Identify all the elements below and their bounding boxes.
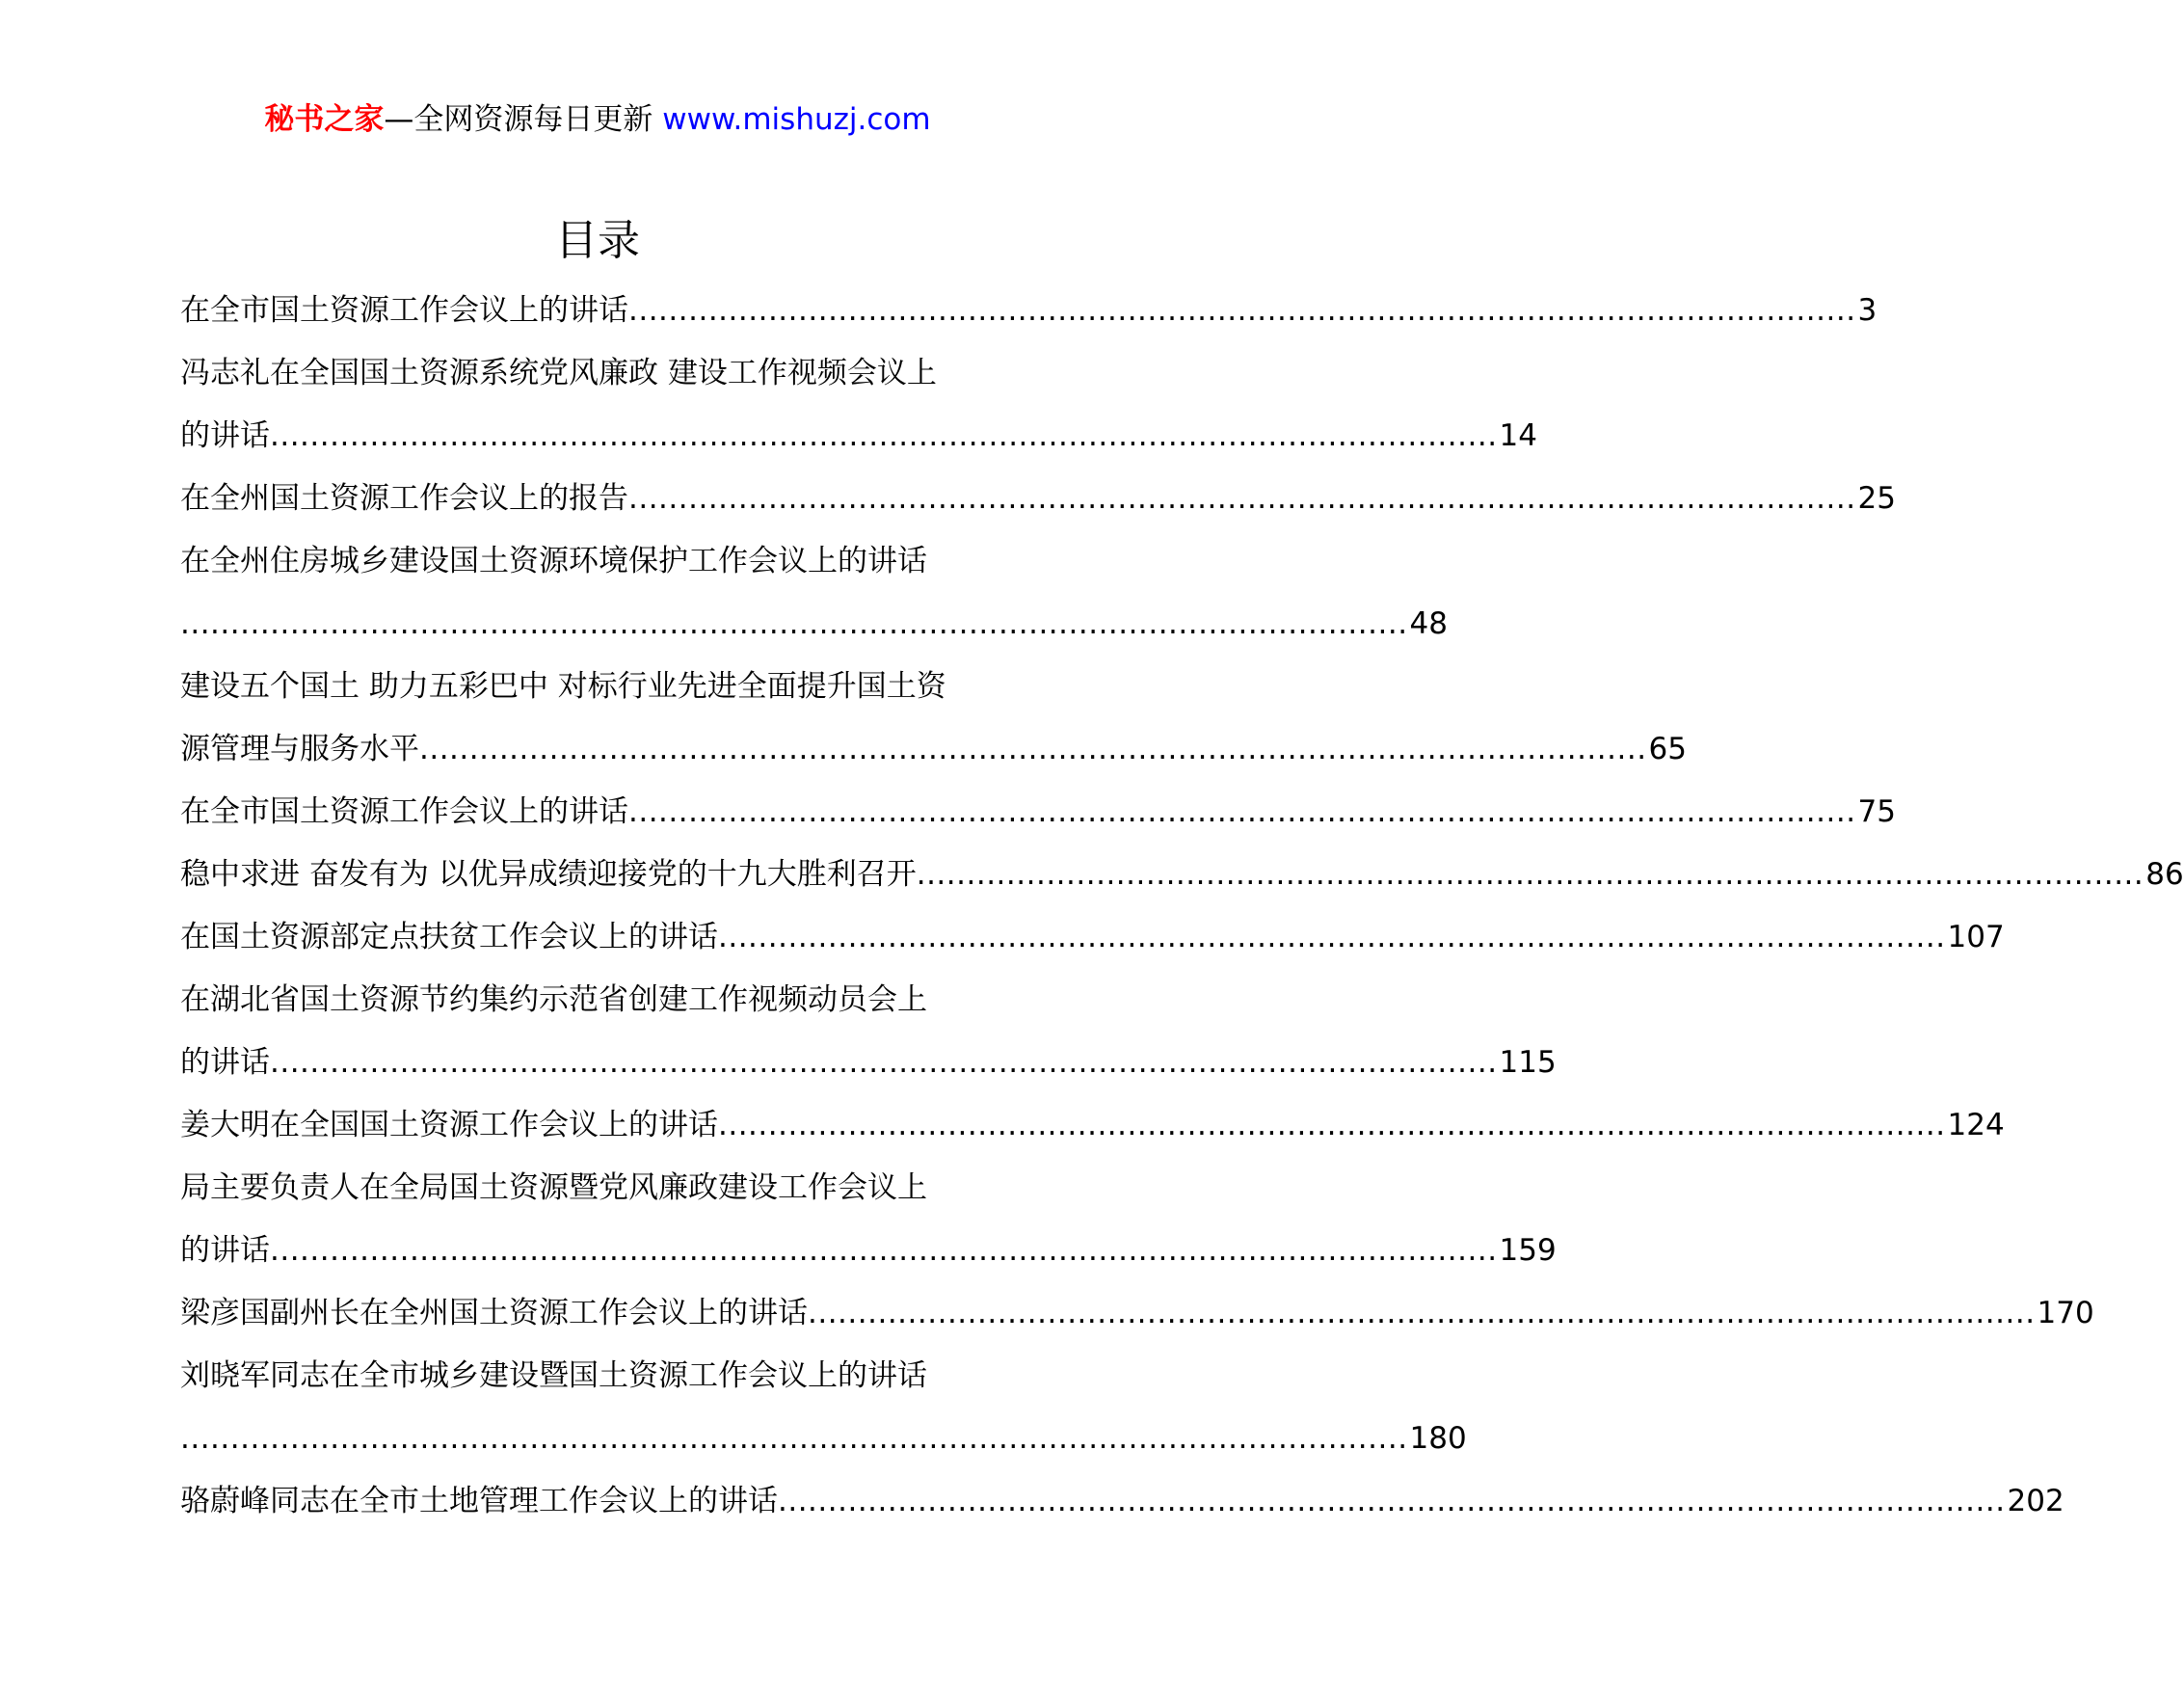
toc-entry[interactable] (180, 906, 2005, 969)
table-of-contents (180, 280, 2184, 1533)
toc-entry-title: 刘晓军同志在全市城乡建设暨国土资源工作会议上的讲话 (180, 1358, 927, 1393)
toc-page-number: 75 (1857, 794, 1896, 829)
toc-entry[interactable] (180, 280, 1878, 342)
toc-entry-title: 的讲话 (180, 1045, 270, 1080)
toc-entry-title: 在全州住房城乡建设国土资源环境保护工作会议上的讲话 (180, 544, 927, 578)
toc-page-number: 180 (1409, 1421, 1467, 1456)
toc-entry-title: 在全市国土资源工作会议上的讲话 (180, 794, 628, 829)
toc-leader-dots: ........................................................................................................................... (718, 1108, 1946, 1142)
toc-leader-dots: ........................................................................................................................... (628, 794, 1856, 829)
toc-leader-dots: ........................................................................................................................... (718, 920, 1946, 954)
toc-page-number: 86 (2145, 857, 2184, 892)
toc-leader-dots: ........................................................................................................................... (419, 732, 1647, 766)
toc-entry-title: 梁彦国副州长在全州国土资源工作会议上的讲话 (180, 1296, 808, 1330)
toc-entry-title: 的讲话 (180, 1233, 270, 1268)
toc-entry[interactable] (180, 342, 1537, 468)
toc-leader-dots: ........................................................................................................................... (270, 1233, 1498, 1268)
toc-page-number: 124 (1947, 1108, 2005, 1142)
toc-leader-dots: ........................................................................................................................... (808, 1296, 2036, 1330)
toc-page-number: 115 (1499, 1045, 1557, 1080)
toc-entry-title: 冯志礼在全国国土资源系统党风廉政 建设工作视频会议上 (180, 356, 937, 390)
toc-entry-title: 源管理与服务水平 (180, 732, 419, 766)
toc-leader-dots: ........................................................................................................................... (270, 1045, 1498, 1080)
toc-entry[interactable] (180, 969, 1557, 1094)
site-header (0, 98, 1195, 141)
toc-page-number: 170 (2037, 1296, 2094, 1330)
toc-entry-title: 姜大明在全国国土资源工作会议上的讲话 (180, 1108, 718, 1142)
toc-entry[interactable] (180, 656, 1687, 781)
site-url-link[interactable]: www.mishuzj.com (662, 102, 931, 137)
toc-entry[interactable] (180, 1094, 2005, 1157)
toc-leader-dots: ........................................................................................................................... (270, 418, 1498, 453)
toc-entry-title: 建设五个国土 助力五彩巴中 对标行业先进全面提升国土资 (180, 669, 946, 704)
toc-entry[interactable] (180, 1157, 1557, 1282)
toc-leader-dots: ........................................................................................................................... (628, 481, 1856, 516)
toc-entry[interactable] (180, 1282, 2094, 1345)
toc-entry-title: 局主要负责人在全局国土资源暨党风廉政建设工作会议上 (180, 1170, 927, 1205)
site-brand: 秘书之家 (264, 102, 385, 137)
toc-entry-title: 骆蔚峰同志在全市土地管理工作会议上的讲话 (180, 1484, 778, 1518)
toc-page-number: 14 (1499, 418, 1537, 453)
toc-leader-dots: ........................................................................................................................... (628, 293, 1856, 328)
toc-leader-dots: ........................................................................................................................... (180, 1421, 1408, 1456)
site-slogan: —全网资源每日更新 (384, 102, 663, 137)
toc-page-number: 3 (1857, 293, 1878, 328)
toc-page-number: 202 (2007, 1484, 2064, 1518)
toc-entry-title: 的讲话 (180, 418, 270, 453)
toc-page-number: 25 (1857, 481, 1896, 516)
toc-page-number: 65 (1648, 732, 1687, 766)
toc-entry-title: 稳中求进 奋发有为 以优异成绩迎接党的十九大胜利召开 (180, 857, 917, 892)
toc-leader-dots: ........................................................................................................................... (778, 1484, 2006, 1518)
toc-entry[interactable] (180, 781, 1896, 844)
toc-leader-dots: ........................................................................................................................... (916, 857, 2144, 892)
toc-entry-title: 在湖北省国土资源节约集约示范省创建工作视频动员会上 (180, 982, 927, 1017)
toc-entry-title: 在国土资源部定点扶贫工作会议上的讲话 (180, 920, 718, 954)
toc-page-number: 107 (1947, 920, 2005, 954)
toc-page-number: 48 (1409, 606, 1448, 641)
toc-entry[interactable] (180, 468, 1896, 530)
toc-entry-title: 在全州国土资源工作会议上的报告 (180, 481, 628, 516)
toc-entry-title: 在全市国土资源工作会议上的讲话 (180, 293, 628, 328)
toc-title: 目录 (555, 216, 640, 265)
toc-entry[interactable] (180, 1470, 2064, 1533)
toc-entry[interactable] (180, 530, 1448, 656)
toc-page-number: 159 (1499, 1233, 1557, 1268)
toc-entry[interactable] (180, 844, 2184, 906)
toc-leader-dots: ........................................................................................................................... (180, 606, 1408, 641)
toc-entry[interactable] (180, 1345, 1467, 1470)
